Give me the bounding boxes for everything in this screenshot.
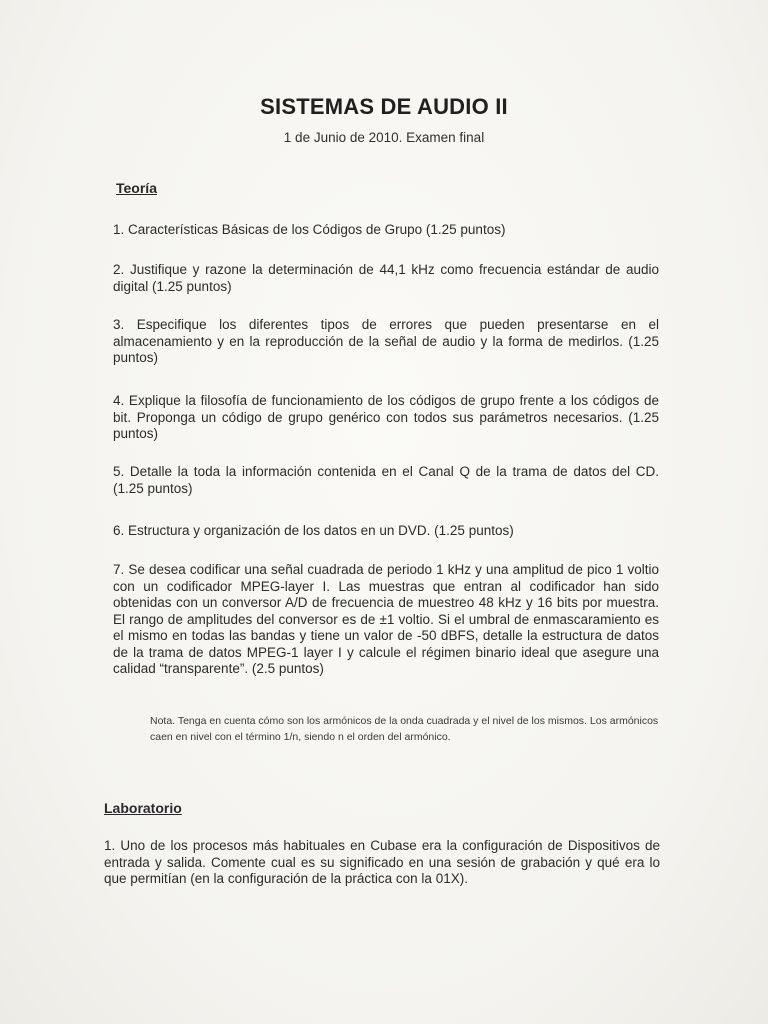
lab-question-1: 1. Uno de los procesos más habituales en Cubase era la configuración de Dispositivos de entrada y salida. Comente cual es su significado en una sesión de grabación y qué era lo que permitían (en la configuración de la práctica con la 01X). [104, 838, 660, 886]
exam-title: SISTEMAS DE AUDIO II [260, 94, 508, 119]
theory-question-3: 3. Especifique los diferentes tipos de errores que pueden presentarse en el almacenamiento y en la reproducción de la señal de audio y la forma de medirlos. (1.25 puntos) [113, 317, 659, 365]
lab-heading: Laboratorio [104, 800, 182, 816]
theory-question-5: 5. Detalle la toda la información contenida en el Canal Q de la trama de datos del CD. (1.25 puntos) [113, 464, 659, 496]
theory-question-4: 4. Explique la filosofía de funcionamiento de los códigos de grupo frente a los códigos de bit. Proponga un código de grupo genérico con todos sus parámetros necesarios. (1.25 puntos) [113, 393, 659, 441]
theory-note: Nota. Tenga en cuenta cómo son los armónicos de la onda cuadrada y el nivel de los mismos. Los armónicos caen en nivel con el término 1/n, siendo n el orden del armónico. [150, 715, 659, 743]
theory-question-7: 7. Se desea codificar una señal cuadrada de periodo 1 kHz y una amplitud de pico 1 voltio con un codificador MPEG-layer I. Las muestras que entran al codificador han sido obtenidas con un conversor A/D de frecuencia de muestreo 48 kHz y 16 bits por muestra. El rango de amplitudes del conversor es de ±1 voltio. Si el umbral de enmascaramiento es el mismo en todas las bandas y tiene un valor de -50 dBFS, detalle la estructura de datos de la trama de datos MPEG-1 layer I y calcule el régimen binario ideal que asegure una calidad “transparente”. (2.5 puntos) [113, 562, 659, 676]
theory-heading: Teoría [116, 180, 157, 196]
theory-question-1: 1. Características Básicas de los Códigos de Grupo (1.25 puntos) [113, 222, 506, 237]
theory-question-6: 6. Estructura y organización de los datos en un DVD. (1.25 puntos) [113, 523, 514, 538]
exam-date: 1 de Junio de 2010. Examen final [283, 130, 485, 145]
theory-question-2: 2. Justifique y razone la determinación de 44,1 kHz como frecuencia estándar de audio digital (1.25 puntos) [113, 262, 659, 294]
